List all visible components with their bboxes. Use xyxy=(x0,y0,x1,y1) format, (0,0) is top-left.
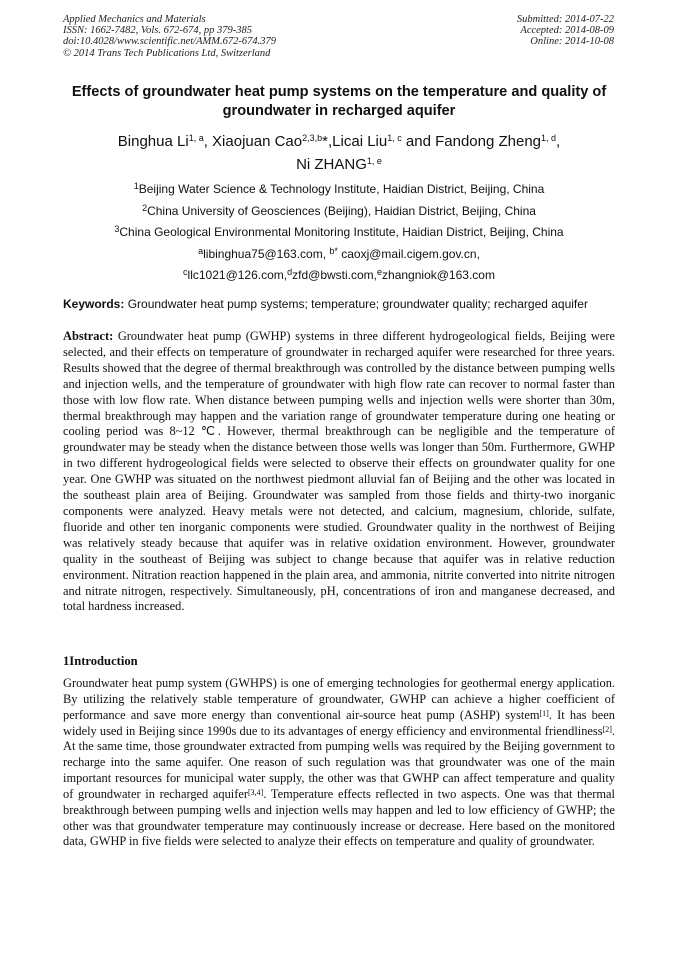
author-affil-sup: 1, e xyxy=(366,156,382,166)
affiliation-3 xyxy=(60,225,618,239)
citation-ref[interactable]: [3,4] xyxy=(248,787,264,797)
email-sup: d xyxy=(287,267,293,277)
author-name: Binghua Li xyxy=(117,133,189,150)
paper-title: Effects of groundwater heat pump systems on the temperature and quality of groundwater in recharged aquifer xyxy=(71,84,607,119)
dates-header xyxy=(517,14,614,48)
copyright-line: © 2014 Trans Tech Publications Ltd, Switzerland xyxy=(63,47,271,59)
submitted-date: Submitted: 2014-07-22 xyxy=(516,14,614,25)
author-separator: , xyxy=(203,133,213,150)
doi-line: doi:10.4028/www.scientific.net/AMM.672-674.379 xyxy=(63,36,276,48)
affiliation-text: China Geological Environmental Monitoring Institute, Haidian District, Beijing, China xyxy=(119,225,564,239)
affiliation-1 xyxy=(60,182,618,196)
affiliation-text: Beijing Water Science & Technology Institute, Haidian District, Beijing, China xyxy=(138,182,545,196)
affiliation-sup: 3 xyxy=(114,224,120,234)
journal-name: Applied Mechanics and Materials xyxy=(63,14,206,25)
author-separator: , xyxy=(556,133,561,150)
author-affil-sup: 1, a xyxy=(188,133,204,143)
intro-text: Groundwater heat pump system (GWHPS) is one of emerging technologies for geothermal energy application. By utilizing the relatively stable temperature of groundwater, GWHP can achieve a higher coefficient of performance and save more energy than conventional air-source heat pump (ASHP) system xyxy=(63,676,615,722)
keywords-label: Keywords: xyxy=(63,297,125,311)
intro-text: . Temperature effects reflected in two aspects. One was that thermal breakthrough between pumping wells and injection wells may happen and led to low efficiency of GWHP; the other was that groundwater temperature may continuously increase or decrease. Here based on the monitored data, GWHP in five fields were selected to analyze their effects on temperature and quality of groundwater. xyxy=(63,786,615,849)
author-affil-sup: 2,3,b xyxy=(302,133,323,143)
email-b[interactable]: caoxj@mail.cigem.gov.cn, xyxy=(337,247,480,261)
affiliation-sup: 2 xyxy=(142,203,148,213)
author-name: Xiaojuan Cao xyxy=(212,133,303,150)
citation-ref[interactable]: [1] xyxy=(539,708,549,718)
affiliation-sup: 1 xyxy=(133,181,139,191)
email-a[interactable]: libinghua75@163.com, xyxy=(203,247,330,261)
online-date: Online: 2014-10-08 xyxy=(530,36,614,48)
email-line-1 xyxy=(60,247,618,261)
affiliation-text: China University of Geosciences (Beijing), Haidian District, Beijing, China xyxy=(147,204,536,218)
author-name: Fandong Zheng xyxy=(435,133,542,150)
abstract-text: Groundwater heat pump (GWHP) systems in three different hydrogeological fields, Beijing were selected, and their effects on temperature of groundwater in recharged aquifer were researched for three years. Results showed that the degree of thermal breakthrough was controlled by the distance between pumping wells and injection wells, and the temperature of groundwater with high flow rate can recover to normal faster than those with low flow rate. When distance between pumping wells and injection wells were shorter than 30m, thermal breakthrough may happen and the variation range of groundwater temperature during one heating or cooling period was 8~12 ℃. However, thermal breakthrough can be negligible and the temperature of groundwater may be steady when the distance between those wells was longer than 50m. Furthermore, GWHP in two different hydrogeological fields were selected to observe their effects on groundwater quality for one year. One GWHP was situated on the northwest piedmont alluvial fan of Beijing and the other was located in the southeast plain area of Beijing. Groundwater was sampled from those fields and thirty-two inorganic components were analyzed. Heavy metals were not detected, and calcium, magnesium, chloride, sulfate, fluoride and other ten inorganic components were studied. Groundwater quality in the northwest of Beijing was relatively steady because that aquifer was in relative oxidation environment. However, groundwater quality in the southeast of Beijing was subject to change because that aquifer was in relative reduction environment. Nitration reaction happened in the plain area, and ammonia, nitrite converted into nitrite nitrogen and nitrate nitrogen, respectively. Simultaneously, pH, concentrations of iron and manganese decreased, and total hardness increased. xyxy=(63,329,615,614)
introduction-paragraph xyxy=(63,676,615,850)
intro-text: . At the same time, those groundwater extracted from pumping wells was required by the Beijing government to recharge into the same aquifer. One reason of such regulation was that groundwater was one of the main important resources for municipal water supply, the other was that GWHP can affect temperature and quality of groundwater in recharged aquifer xyxy=(63,723,615,801)
email-c[interactable]: llc1021@126.com, xyxy=(187,268,288,282)
citation-ref[interactable]: [2] xyxy=(602,724,612,734)
journal-header xyxy=(63,14,276,59)
intro-text: . It has been widely used in Beijing since 1990s due to its advantages of energy efficiency and environmental friendliness xyxy=(63,707,615,738)
author-name: Licai Liu xyxy=(332,133,388,150)
email-sup: e xyxy=(377,267,383,277)
author-separator: *, xyxy=(322,133,333,150)
abstract xyxy=(63,329,615,615)
keywords xyxy=(63,297,619,311)
author-affil-sup: 1, c xyxy=(387,133,402,143)
email-sup: b* xyxy=(329,246,338,256)
keywords-text: Groundwater heat pump systems; temperature; groundwater quality; recharged aquifer xyxy=(124,297,588,311)
email-sup: c xyxy=(183,267,188,277)
accepted-date: Accepted: 2014-08-09 xyxy=(520,25,614,37)
email-sup: a xyxy=(198,246,204,256)
affiliation-2 xyxy=(60,204,618,218)
email-e[interactable]: zhangniok@163.com xyxy=(382,268,495,282)
author-affil-sup: 1, d xyxy=(541,133,557,143)
author-separator: and xyxy=(401,133,436,150)
issn-line: ISSN: 1662-7482, Vols. 672-674, pp 379-385 xyxy=(63,25,252,37)
email-line-2 xyxy=(60,268,618,282)
section-heading-introduction: 1Introduction xyxy=(63,654,138,668)
email-d[interactable]: zfd@bwsti.com, xyxy=(292,268,378,282)
author-list xyxy=(60,130,618,176)
author-name: Ni ZHANG xyxy=(296,156,367,173)
abstract-label: Abstract: xyxy=(63,329,114,343)
